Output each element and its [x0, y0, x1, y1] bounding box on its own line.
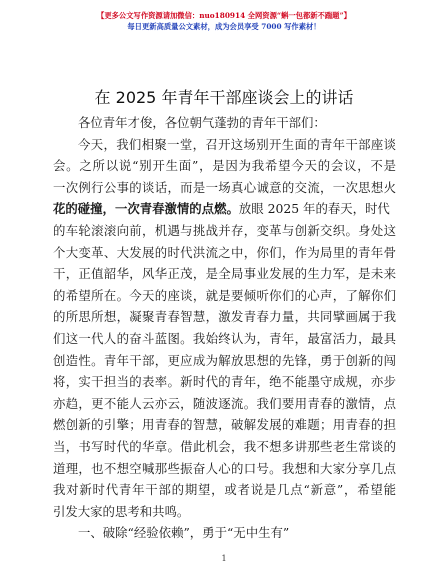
- bold-phrase: 花的碰撞，一次青春激情的点燃。: [53, 201, 239, 217]
- body-line: 亦趋，更不能人云亦云，随波逐流。我们要用青春的激情，点: [53, 395, 396, 411]
- promo-banner-line-1: 【更多公文写作资源请加微信：nuo180914 全网资源“蝌一包都新不踹题”】: [97, 11, 351, 20]
- body-line: 的希望所在。今天的座谈，就是要倾听你们的心声，了解你们: [53, 287, 396, 303]
- body-line: 的车轮滚滚向前，机遇与挑战并存，变革与创新交织。身处这: [53, 222, 396, 238]
- body-line: [53, 198, 396, 220]
- body-line: 会。之所以说“别开生面”，是因为我希望今天的会议，不是: [53, 158, 396, 174]
- body-line: 今天，我们相聚一堂，召开这场别开生面的青年干部座谈: [78, 136, 396, 152]
- salutation: 各位青年才俊，各位朝气蓬勃的青年干部们：: [78, 115, 326, 130]
- body-line: 个大变革、大发展的时代洪流之中，你们，作为局里的青年骨: [53, 244, 396, 260]
- body-line: 引发大家的思考和共鸣。: [53, 503, 190, 519]
- body-line: 干，正值韶华，风华正茂，是全局事业发展的生力军，是未来: [53, 266, 396, 282]
- body-line: 将，实干担当的表率。新时代的青年，绝不能墨守成规，亦步: [53, 374, 396, 390]
- body-line: 们这一代人的奋斗蓝图。我始终认为，青年，最富活力，最具: [53, 330, 396, 346]
- body-line: 一次例行公事的谈话，而是一场真心诚意的交流，一次思想火: [53, 179, 396, 195]
- section-heading: 一、破除“经验依赖”，勇于“无中生有”: [78, 525, 290, 541]
- body-line: 当，书写时代的华章。借此机会，我不想多讲那些老生常谈的: [53, 438, 396, 454]
- body-line-continued: 放眼 2025 年的春天，时代: [238, 201, 390, 217]
- document-title: 在 2025 年青年干部座谈会上的讲话: [94, 88, 354, 107]
- body-line: 创造性。青年干部，更应成为解放思想的先锋，勇于创新的闯: [53, 352, 396, 368]
- document-body: [53, 112, 396, 544]
- body-line: 的所思所想，凝聚青春智慧，激发青春力量，共同擘画属于我: [53, 309, 396, 325]
- page-number: 1: [221, 554, 227, 563]
- promo-banner-line-2: 每日更新高质量公文素材，成为会员享受 7000 写作素材！: [127, 22, 321, 31]
- promo-banner: [0, 10, 448, 32]
- body-line: 我对新时代青年干部的期望，或者说是几点“新意”，希望能: [53, 482, 396, 498]
- body-line: 道理，也不想空喊那些振奋人心的口号。我想和大家分享几点: [53, 460, 396, 476]
- body-line: 燃创新的引擎；用青春的智慧，破解发展的难题；用青春的担: [53, 417, 396, 433]
